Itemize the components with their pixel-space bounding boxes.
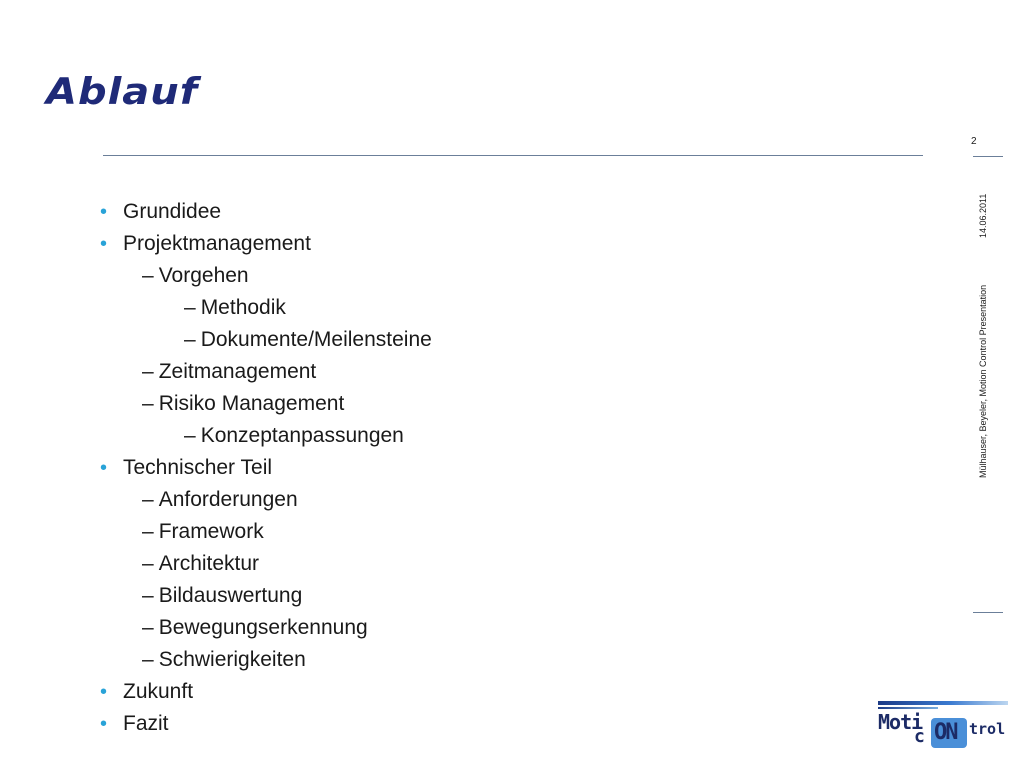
outline-item-text: Architektur [158,552,260,575]
dash-marker: – [142,264,154,287]
bullet-marker: • [100,713,108,735]
side-divider-top [973,156,1003,157]
outline-item [100,452,432,484]
dash-marker: – [142,360,154,383]
outline-item [100,324,432,356]
logo-text-c: c [914,726,925,747]
dash-marker: – [184,296,196,319]
dash-marker: – [142,520,154,543]
motion-control-logo [876,700,1008,752]
outline-item-text: Bildauswertung [158,584,303,607]
outline-item-text: Vorgehen [158,264,249,287]
outline-item [100,516,432,548]
outline-item-text: Zukunft [123,680,194,703]
dash-marker: – [184,424,196,447]
logo-on-block [931,718,967,748]
outline-item-text: Fazit [123,712,169,735]
logo-stripe [878,701,1008,705]
outline-item-text: Konzeptanpassungen [200,424,404,447]
title-divider [103,155,923,156]
dash-marker: – [142,648,154,671]
dash-marker: – [142,616,154,639]
outline-item [100,260,432,292]
outline-item-text: Grundidee [123,200,222,223]
outline-item-text: Dokumente/Meilensteine [200,328,432,351]
dash-marker: – [142,584,154,607]
outline-item [100,388,432,420]
outline-item-text: Framework [158,520,264,543]
dash-marker: – [142,552,154,575]
logo-stripe-short [878,707,938,709]
outline-item [100,580,432,612]
outline-item-text: Schwierigkeiten [158,648,306,671]
slide-date: 14.06.2011 [978,193,988,238]
logo-text-moti: Moti [878,710,923,734]
outline-item-text: Methodik [200,296,286,319]
outline-item [100,484,432,516]
slide-footer: Mülhauser, Beyeler, Motion Control Presentation [978,284,988,478]
outline-item [100,644,432,676]
outline-item [100,356,432,388]
dash-marker: – [142,392,154,415]
slide-title: Ablauf [46,70,199,114]
dash-marker: – [142,488,154,511]
side-divider-bottom [973,612,1003,613]
outline-item [100,612,432,644]
outline-item [100,292,432,324]
outline-item-text: Projektmanagement [123,232,311,255]
page-number: 2 [971,136,977,147]
bullet-marker: • [100,457,108,479]
logo-text-trol: trol [969,720,1006,738]
outline-item [100,708,432,740]
logo-text-on: ON [934,720,957,745]
outline-item [100,228,432,260]
outline-item [100,676,432,708]
outline-item-text: Technischer Teil [123,456,273,479]
outline-item [100,196,432,228]
outline-list [100,196,432,740]
bullet-marker: • [100,681,108,703]
outline-item-text: Risiko Management [158,392,345,415]
bullet-marker: • [100,201,108,223]
outline-item-text: Anforderungen [158,488,298,511]
outline-item [100,548,432,580]
dash-marker: – [184,328,196,351]
outline-item-text: Bewegungserkennung [158,616,368,639]
outline-item-text: Zeitmanagement [158,360,317,383]
bullet-marker: • [100,233,108,255]
outline-item [100,420,432,452]
